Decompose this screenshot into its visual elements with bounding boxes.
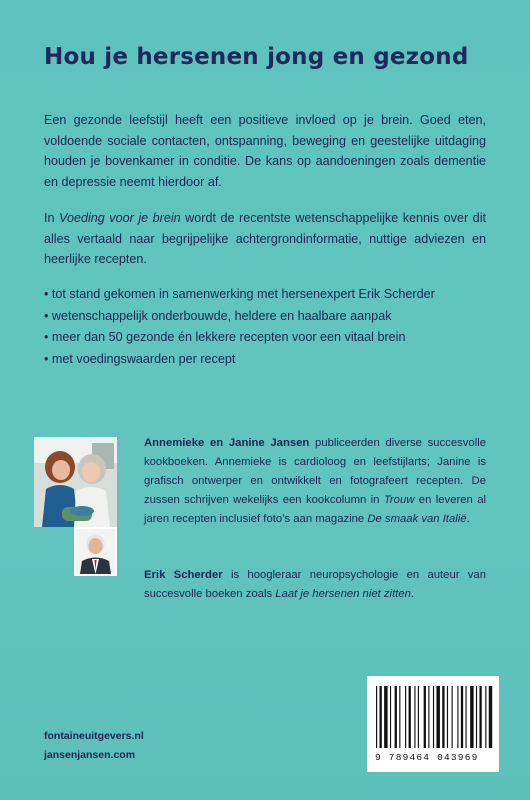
description-prefix: In xyxy=(44,211,60,225)
intro-paragraph: Een gezonde leefstijl heeft een positieve invloed op je brein. Goed eten, voldoende sociale contacten, ontspanning, beweging en geestelijke uitdaging houden je bovenkamer in conditie. De kans op aandoeningen zoals dementie en depressie neemt hierdoor af. xyxy=(44,113,486,189)
list-item: • met voedingswaarden per recept xyxy=(44,351,236,366)
feature-list xyxy=(44,284,494,370)
scherder-photo xyxy=(74,527,117,576)
authors-name: Annemieke en Janine Jansen xyxy=(144,437,310,449)
bio-text: . xyxy=(466,512,470,525)
bio-text: publiceerden diverse succesvolle kookboeken. Annemieke is cardioloog en leefstijlarts; Janine is grafisch ontwerper en ontwikkelt en fotografeert recepten. De zussen schrijven wekelijks een kookcolumn in xyxy=(144,437,486,506)
description-suffix: wordt de recentste wetenschappelijke kennis over dit alles vertaald naar begrijpelijke achtergrondinformatie, nuttige adviezen en heerlijke recepten. xyxy=(44,211,486,266)
list-item: • tot stand gekomen in samenwerking met hersenexpert Erik Scherder xyxy=(44,287,435,301)
list-item: • wetenschappelijk onderbouwde, heldere en haalbare aanpak xyxy=(44,308,392,323)
author-url[interactable]: jansenjansen.com xyxy=(44,749,136,761)
bio-text: is hoogleraar neuropsychologie en auteur van succesvolle boeken zoals xyxy=(144,569,487,600)
authors-photo xyxy=(34,437,117,527)
bio-text: en leveren al jaren recepten inclusief foto’s aan magazine xyxy=(144,493,486,525)
newspaper-title: Trouw xyxy=(383,493,415,506)
list-item: • meer dan 50 gezonde én lekkere recepten voor een vitaal brein xyxy=(44,330,406,344)
scherder-name: Erik Scherder xyxy=(144,569,223,581)
book-title: Voeding voor je brein xyxy=(59,211,181,225)
page-title: Hou je hersenen jong en gezond xyxy=(44,44,469,70)
book-description xyxy=(44,208,486,270)
publisher-url[interactable]: fontaineuitgevers.nl xyxy=(44,730,144,742)
website-links xyxy=(44,727,144,765)
isbn-number: 9 789464 043969 xyxy=(375,752,479,763)
bio-text: . xyxy=(410,587,415,600)
scherder-book-title: Laat je hersenen niet zitten xyxy=(275,587,411,600)
magazine-title: De smaak van Italië xyxy=(367,512,467,525)
authors-bio xyxy=(144,434,486,529)
scherder-bio xyxy=(144,566,486,604)
